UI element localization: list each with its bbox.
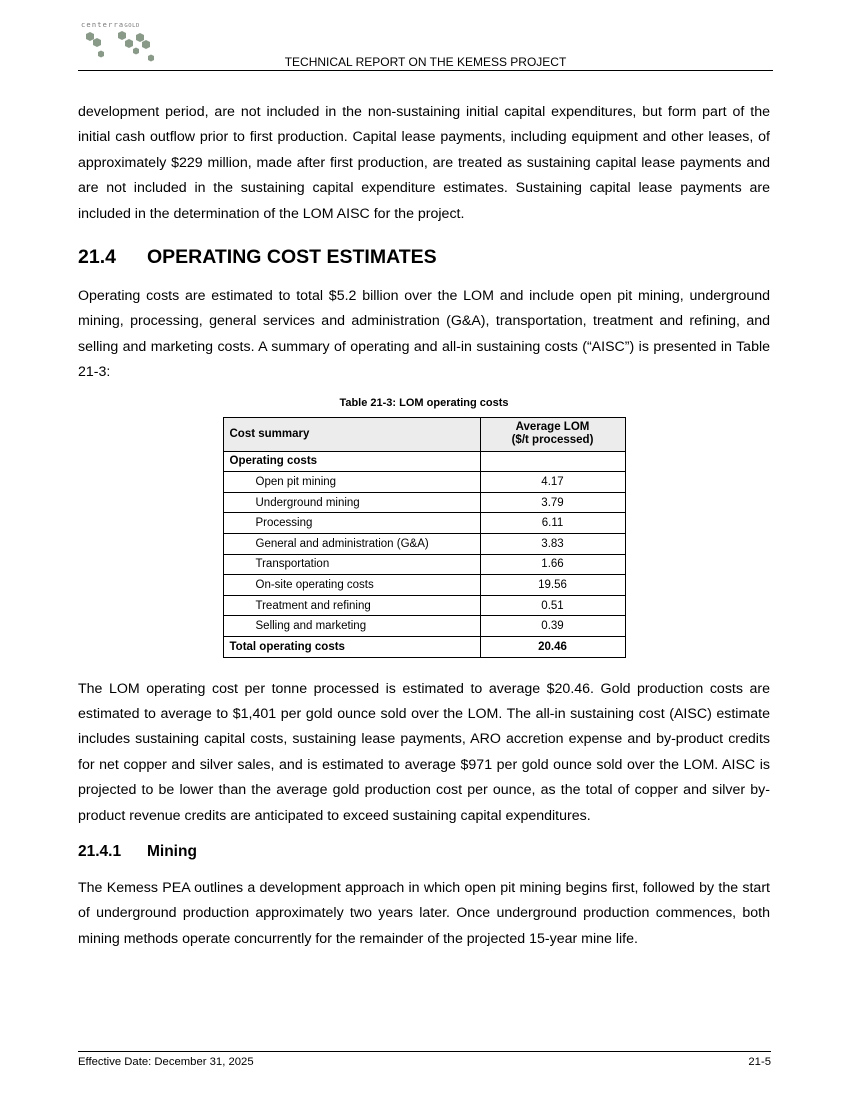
logo-text: centerra [81,21,125,29]
row-label: General and administration (G&A) [223,534,480,555]
page-content [78,100,770,952]
total-value: 20.46 [480,637,625,658]
col-header-average-lom [480,417,625,451]
row-label: Underground mining [223,492,480,513]
paragraph-operating-costs: Operating costs are estimated to total $5.2 billion over the LOM and include open pit mining, underground mining, processing, general services and administration (G&A), transportation, treatment and refining, and selling and marketing costs. A summary of operating and all-in sustaining costs (“AISC”) is presented in Table 21-3: [78,288,770,381]
row-label: Treatment and refining [223,595,480,616]
total-label: Total operating costs [223,637,480,658]
table-row [223,472,625,493]
col-header-cost-summary: Cost summary [223,417,480,451]
row-value: 0.39 [480,616,625,637]
row-label: On-site operating costs [223,575,480,596]
row-value: 19.56 [480,575,625,596]
row-value: 3.83 [480,534,625,555]
table-group-row [223,451,625,472]
report-title: TECHNICAL REPORT ON THE KEMESS PROJECT [284,55,567,69]
table-row [223,554,625,575]
subsection-title: Mining [147,843,197,861]
page-footer [78,1051,771,1068]
table-row [223,513,625,534]
col-header-line2: ($/t processed) [511,434,594,447]
paragraph-lom-cost: The LOM operating cost per tonne processed is estimated to average $20.46. Gold production costs are estimated to average to $1,401 per gold ounce sold over the LOM. The all-in sustaining cost (AISC) estimate includes sustaining capital costs, sustaining lease payments, ARO accretion expense and by-product credits for net copper and silver sales, and is estimated to average $971 per gold ounce sold over the LOM. AISC is projected to be lower than the average gold production cost per ounce, as the total of copper and silver by-product revenue credits are anticipated to exceed sustaining capital expenditures. [78,680,770,824]
subsection-heading [78,841,770,863]
col-header-line1: Average LOM [515,421,590,434]
subsection-number: 21.4.1 [78,843,122,861]
table-header-row [223,417,625,451]
row-value: 3.79 [480,492,625,513]
table-row [223,492,625,513]
row-value: 6.11 [480,513,625,534]
paragraph-capital-lease: development period, are not included in the non-sustaining initial capital expenditures, but form part of the initial cash outflow prior to first production. Capital lease payments, including equipment and other leases, of approximately $229 million, made after first production, are treated as sustaining capital lease payments and are not included in the sustaining capital expenditure estimates. Sustaining capital lease payments are included in the determination of the LOM AISC for the project. [78,104,770,222]
row-value: 4.17 [480,472,625,493]
row-value: 1.66 [480,554,625,575]
effective-date: Effective Date: December 31, 2025 [78,1056,254,1068]
row-label: Open pit mining [223,472,480,493]
section-heading [78,244,770,270]
page-number: 21-5 [748,1056,771,1068]
page-header [78,18,773,71]
paragraph-mining: The Kemess PEA outlines a development approach in which open pit mining begins first, followed by the start of underground production approximately two years later. Once underground production commences, both mining methods operate concurrently for the remainder of the projected 15-year mine life. [78,880,770,947]
table-row [223,616,625,637]
row-value: 0.51 [480,595,625,616]
operating-costs-table [223,417,626,658]
table-total-row [223,637,625,658]
table-row [223,534,625,555]
row-label: Processing [223,513,480,534]
row-label: Transportation [223,554,480,575]
logo-subtext: GOLD [124,23,140,29]
group-label: Operating costs [223,451,480,472]
table-caption: Table 21-3: LOM operating costs [339,396,509,409]
group-value-empty [480,451,625,472]
row-label: Selling and marketing [223,616,480,637]
section-title: OPERATING COST ESTIMATES [147,246,437,269]
section-number: 21.4 [78,246,116,269]
table-row [223,575,625,596]
table-row [223,595,625,616]
